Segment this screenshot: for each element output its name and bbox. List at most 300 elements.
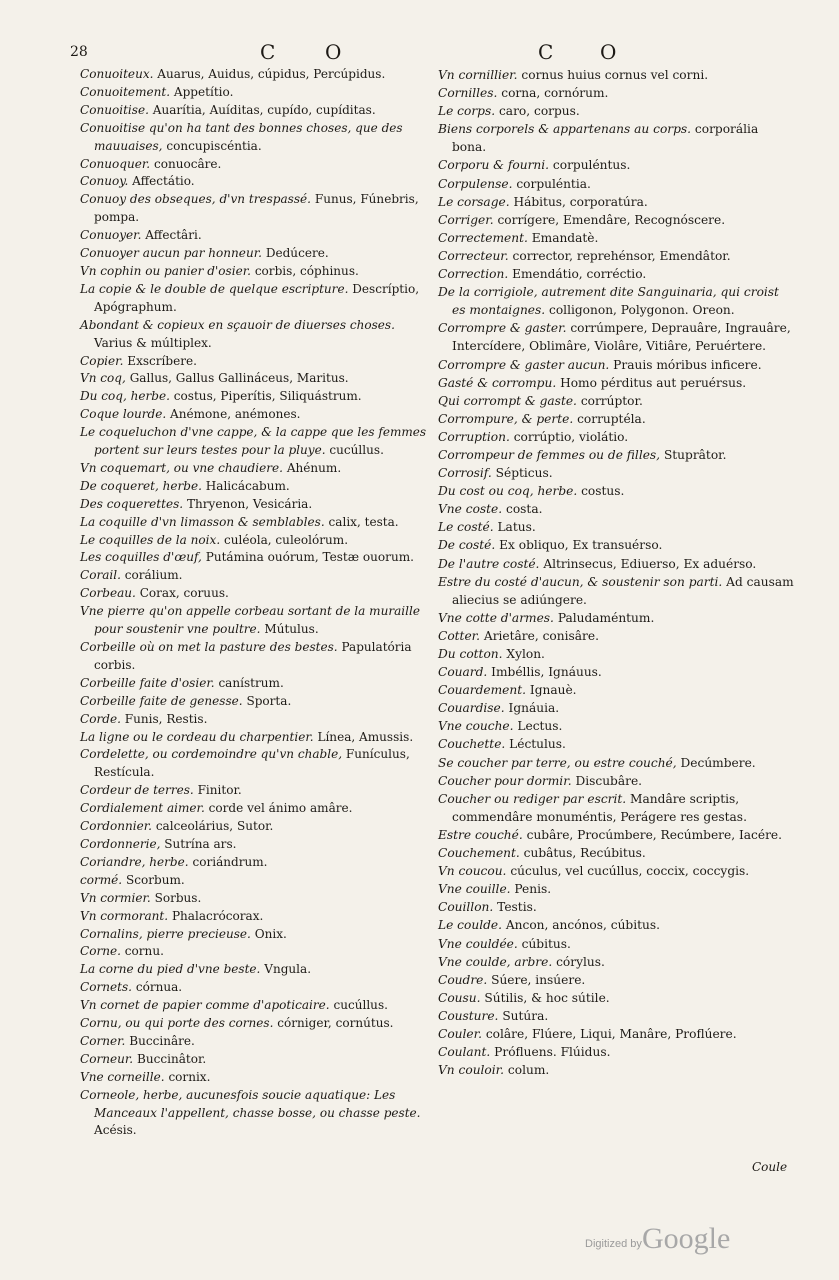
entry-headword: Corrompeur de femmes ou de filles, bbox=[438, 447, 661, 462]
dictionary-entry bbox=[438, 989, 796, 1007]
dictionary-entry bbox=[80, 908, 432, 926]
dictionary-entry bbox=[80, 997, 432, 1015]
dictionary-entry bbox=[80, 84, 432, 102]
entry-latin-text: Mútulus. bbox=[264, 622, 319, 637]
dictionary-entry bbox=[80, 478, 432, 496]
dictionary-entry bbox=[80, 729, 432, 747]
entry-latin-text: Lectus. bbox=[517, 719, 563, 734]
dictionary-entry bbox=[438, 573, 796, 609]
entry-headword: Vne coste. bbox=[438, 502, 503, 517]
dictionary-entry bbox=[438, 898, 796, 916]
entry-headword: Des coquerettes. bbox=[80, 496, 184, 511]
entry-latin-text: Corax, coruus. bbox=[139, 586, 229, 601]
dictionary-entry bbox=[438, 555, 796, 573]
entry-headword: Cornu, ou qui porte des cornes. bbox=[80, 1016, 274, 1031]
entry-headword: Coucher ou rediger par escrit. bbox=[438, 791, 627, 806]
dictionary-entry bbox=[80, 854, 432, 872]
entry-headword: Cordelette, ou cordemoindre qu'vn chable, bbox=[80, 747, 343, 762]
watermark-logo-text: Google bbox=[642, 1222, 731, 1255]
entry-headword: Couchement. bbox=[438, 846, 520, 861]
entry-latin-text: corporália bona. bbox=[452, 122, 759, 155]
dictionary-entry bbox=[80, 800, 432, 818]
entry-latin-text: corruptéla. bbox=[577, 411, 646, 426]
entry-latin-text: Auarus, Auidus, cúpidus, Percúpidus. bbox=[157, 67, 386, 81]
entry-headword: Conuoiteux. bbox=[80, 67, 154, 81]
dictionary-entry bbox=[80, 460, 432, 478]
entry-latin-text: cúculus, vel cucúllus, coccix, coccygis. bbox=[510, 864, 750, 879]
entry-headword: Du cotton. bbox=[438, 647, 503, 661]
entry-latin-text: Funículus, Restícula. bbox=[94, 747, 410, 780]
entry-latin-text: concupiscéntia. bbox=[166, 138, 262, 153]
entry-headword: Conuoquer. bbox=[80, 156, 151, 171]
entry-headword: La ligne ou le cordeau du charpentier. bbox=[80, 729, 314, 744]
dictionary-entry bbox=[438, 193, 796, 211]
entry-headword: Le corps. bbox=[438, 104, 496, 119]
dictionary-entry bbox=[438, 211, 796, 229]
entry-headword: Conuoitise qu'on ha tant des bonnes choses, que des mauuaises, bbox=[80, 120, 403, 153]
entry-latin-text: cubâre, Procúmbere, Recúmbere, Iacére. bbox=[526, 827, 783, 842]
entry-headword: Vne couldée. bbox=[438, 936, 518, 951]
dictionary-entry bbox=[438, 482, 796, 500]
dictionary-entry bbox=[80, 926, 432, 944]
dictionary-entry bbox=[438, 84, 796, 102]
running-head-right-1: C bbox=[538, 40, 555, 64]
entry-headword: Vne corneille. bbox=[80, 1069, 165, 1084]
entry-headword: Coulant. bbox=[438, 1045, 491, 1060]
entry-headword: Estre du costé d'aucun, & soustenir son parti. bbox=[438, 574, 723, 589]
entry-latin-text: córnua. bbox=[135, 980, 183, 995]
entry-headword: Corbeille où on met la pasture des bestes. bbox=[80, 640, 338, 654]
entry-latin-text: Súere, insúere. bbox=[491, 972, 586, 987]
entry-headword: Corne. bbox=[80, 944, 121, 959]
dictionary-entry bbox=[80, 549, 432, 567]
entry-latin-text: Dedúcere. bbox=[265, 246, 329, 261]
dictionary-entry bbox=[438, 790, 796, 826]
dictionary-entry bbox=[438, 500, 796, 518]
entry-headword: Corneole, herbe, aucunesfois soucie aquatique: Les Manceaux l'appellent, chasse bosse, ou chasse peste. bbox=[80, 1087, 421, 1120]
entry-headword: Cordonnerie, bbox=[80, 836, 161, 851]
dictionary-entry bbox=[80, 353, 432, 371]
google-watermark bbox=[585, 1222, 765, 1258]
entry-headword: Le costé. bbox=[438, 520, 494, 535]
entry-headword: La coquille d'vn limasson & semblables. bbox=[80, 514, 325, 529]
dictionary-entry bbox=[80, 1015, 432, 1033]
entry-latin-text: costus. bbox=[581, 484, 625, 499]
entry-headword: Corrompure, & perte. bbox=[438, 411, 574, 426]
entry-headword: Cornets. bbox=[80, 980, 132, 995]
dictionary-entry bbox=[80, 943, 432, 961]
dictionary-entry bbox=[438, 518, 796, 536]
dictionary-entry bbox=[80, 836, 432, 854]
entry-headword: Vn coucou. bbox=[438, 864, 507, 879]
entry-latin-text: Línea, Amussis. bbox=[317, 729, 414, 744]
entry-headword: Corbeille faite d'osier. bbox=[80, 675, 215, 690]
entry-headword: Gasté & corrompu. bbox=[438, 375, 557, 390]
entry-latin-text: Ad causam aliecius se adiúngere. bbox=[452, 574, 794, 607]
dictionary-entry bbox=[438, 410, 796, 428]
entry-latin-text: corrúmpere, Deprauâre, Ingrauâre, Intercídere, Oblimâre, Violâre, Vitiâre, Peruértere. bbox=[452, 321, 791, 354]
entry-latin-text: cubâtus, Recúbitus. bbox=[523, 846, 646, 861]
entry-latin-text: Testis. bbox=[497, 900, 537, 915]
entry-latin-text: corrector, reprehénsor, Emendâtor. bbox=[512, 248, 731, 263]
entry-headword: Corruption. bbox=[438, 429, 510, 444]
dictionary-entry bbox=[80, 585, 432, 603]
dictionary-entry bbox=[438, 175, 796, 193]
entry-headword: Le corsage. bbox=[438, 194, 510, 209]
dictionary-entry bbox=[80, 979, 432, 997]
entry-headword: De coqueret, herbe. bbox=[80, 478, 202, 493]
entry-headword: Copier. bbox=[80, 353, 124, 368]
entry-headword: Vne couche. bbox=[438, 719, 514, 734]
entry-headword: Du cost ou coq, herbe. bbox=[438, 484, 578, 499]
entry-latin-text: Papulatória corbis. bbox=[94, 640, 412, 672]
dictionary-entry bbox=[80, 711, 432, 729]
entry-headword: Cousu. bbox=[438, 990, 481, 1005]
dictionary-entry bbox=[80, 1069, 432, 1087]
entry-headword: Corrompre & gaster. bbox=[438, 321, 567, 336]
entry-headword: Le coulde. bbox=[438, 918, 502, 933]
entry-headword: Conuoy des obseques, d'vn trespassé. bbox=[80, 192, 311, 207]
entry-latin-text: Stuprâtor. bbox=[663, 447, 727, 462]
entry-headword: Couchette. bbox=[438, 737, 506, 752]
dictionary-entry bbox=[438, 66, 796, 84]
entry-latin-text: corde vel ánimo amâre. bbox=[208, 801, 353, 816]
dictionary-entry bbox=[80, 263, 432, 281]
entry-latin-text: Appetítio. bbox=[173, 84, 234, 99]
entry-latin-text: coriándrum. bbox=[192, 854, 268, 869]
dictionary-entry bbox=[438, 826, 796, 844]
dictionary-entry bbox=[438, 862, 796, 880]
entry-latin-text: Ahénum. bbox=[286, 460, 342, 475]
dictionary-entry bbox=[80, 317, 432, 353]
entry-headword: Conuoyer. bbox=[80, 228, 142, 243]
dictionary-entry bbox=[438, 717, 796, 735]
dictionary-entry bbox=[438, 1025, 796, 1043]
entry-latin-text: calix, testa. bbox=[328, 514, 399, 529]
dictionary-entry bbox=[438, 319, 796, 355]
dictionary-entry bbox=[438, 265, 796, 283]
entry-latin-text: corrígere, Emendâre, Recognóscere. bbox=[497, 212, 726, 227]
dictionary-entry bbox=[438, 464, 796, 482]
dictionary-entry bbox=[80, 66, 432, 84]
entry-latin-text: Thryenon, Vesicária. bbox=[186, 496, 313, 511]
dictionary-entry bbox=[80, 961, 432, 979]
dictionary-entry bbox=[438, 356, 796, 374]
entry-latin-text: cornus huius cornus vel corni. bbox=[521, 68, 709, 82]
running-head-left-1: C bbox=[260, 40, 277, 64]
entry-headword: La copie & le double de quelque escripture. bbox=[80, 281, 349, 296]
entry-headword: Corde. bbox=[80, 711, 121, 726]
entry-latin-text: cucúllus. bbox=[329, 443, 384, 458]
entry-headword: Cousture. bbox=[438, 1008, 499, 1023]
entry-latin-text: Exscríbere. bbox=[127, 353, 197, 368]
entry-latin-text: cúbitus. bbox=[521, 936, 571, 951]
dictionary-entry bbox=[438, 283, 796, 319]
entry-headword: Coque lourde. bbox=[80, 407, 167, 422]
entry-latin-text: corpuléntia. bbox=[516, 176, 591, 191]
entry-headword: Cornilles. bbox=[438, 86, 498, 101]
entry-headword: Coucher pour dormir. bbox=[438, 773, 572, 788]
dictionary-entry bbox=[438, 1061, 796, 1079]
dictionary-entry bbox=[80, 245, 432, 263]
dictionary-entry bbox=[438, 374, 796, 392]
entry-latin-text: Sútilis, & hoc sútile. bbox=[484, 990, 610, 1005]
dictionary-entry bbox=[438, 844, 796, 862]
entry-latin-text: córylus. bbox=[556, 954, 605, 969]
entry-latin-text: Sépticus. bbox=[495, 466, 553, 481]
entry-latin-text: canístrum. bbox=[218, 675, 284, 690]
dictionary-entry bbox=[438, 247, 796, 265]
dictionary-entry bbox=[438, 735, 796, 753]
dictionary-entry bbox=[438, 645, 796, 663]
entry-headword: Le coqueluchon d'vne cappe, & la cappe que les femmes portent sur leurs testes pour la pluye. bbox=[80, 425, 427, 458]
entry-latin-text: Funis, Restis. bbox=[124, 711, 208, 726]
entry-latin-text: corpuléntus. bbox=[552, 158, 631, 173]
entry-headword: Cordonnier. bbox=[80, 819, 152, 834]
dictionary-entry bbox=[438, 880, 796, 898]
dictionary-entry bbox=[80, 675, 432, 693]
entry-headword: Vne coulde, arbre. bbox=[438, 954, 553, 969]
entry-headword: Biens corporels & appartenans au corps. bbox=[438, 122, 692, 137]
entry-headword: Vn cormorant. bbox=[80, 908, 169, 923]
entry-latin-text: Affectâri. bbox=[145, 228, 202, 243]
dictionary-entry bbox=[438, 609, 796, 627]
dictionary-entry bbox=[438, 699, 796, 717]
entry-headword: Coudre. bbox=[438, 972, 488, 987]
entry-headword: Vne couille. bbox=[438, 882, 511, 897]
dictionary-entry bbox=[80, 496, 432, 514]
catchword: Coule bbox=[752, 1160, 788, 1174]
dictionary-entry bbox=[438, 754, 796, 772]
entry-latin-text: Auarítia, Auíditas, cupído, cupíditas. bbox=[152, 102, 376, 117]
entry-headword: cormé. bbox=[80, 872, 123, 887]
entry-latin-text: Ignáuia. bbox=[508, 701, 560, 716]
entry-headword: Du coq, herbe. bbox=[80, 389, 170, 404]
entry-latin-text: Anémone, anémones. bbox=[170, 407, 301, 422]
left-column bbox=[80, 66, 432, 1140]
entry-headword: Estre couché. bbox=[438, 827, 523, 842]
entry-latin-text: cornu. bbox=[124, 944, 164, 959]
entry-headword: Le coquilles de la noix. bbox=[80, 532, 221, 547]
entry-latin-text: colligonon, Polygonon. Oreon. bbox=[549, 303, 735, 318]
dictionary-entry bbox=[438, 953, 796, 971]
dictionary-entry bbox=[80, 191, 432, 227]
entry-latin-text: Latus. bbox=[497, 520, 536, 535]
entry-latin-text: Putámina ouórum, Testæ ouorum. bbox=[205, 550, 414, 565]
dictionary-entry bbox=[438, 772, 796, 790]
entry-latin-text: Buccinâtor. bbox=[136, 1051, 207, 1066]
dictionary-entry bbox=[438, 229, 796, 247]
entry-latin-text: Discubâre. bbox=[575, 773, 643, 788]
dictionary-entry bbox=[438, 916, 796, 934]
dictionary-entry bbox=[80, 156, 432, 174]
entry-latin-text: Finitor. bbox=[197, 783, 242, 798]
entry-latin-text: costus, Piperítis, Siliquástrum. bbox=[173, 389, 362, 404]
entry-latin-text: Decúmbere. bbox=[680, 755, 756, 770]
entry-headword: Se coucher par terre, ou estre couché, bbox=[438, 755, 677, 770]
entry-latin-text: corrúptor. bbox=[580, 393, 643, 408]
entry-latin-text: Buccinâre. bbox=[129, 1033, 195, 1048]
entry-latin-text: Prauis móribus inficere. bbox=[613, 357, 762, 372]
entry-latin-text: conuocâre. bbox=[153, 156, 222, 171]
entry-headword: Corbeau. bbox=[80, 586, 136, 601]
entry-latin-text: costa. bbox=[506, 502, 543, 517]
entry-latin-text: Paludaméntum. bbox=[557, 610, 655, 625]
dictionary-entry bbox=[438, 1043, 796, 1061]
dictionary-entry bbox=[80, 818, 432, 836]
entry-latin-text: Prófluens. Flúidus. bbox=[494, 1045, 611, 1060]
dictionary-entry bbox=[80, 1087, 432, 1141]
entry-latin-text: Vngula. bbox=[264, 962, 312, 977]
dictionary-entry bbox=[80, 532, 432, 550]
dictionary-entry bbox=[80, 603, 432, 639]
entry-headword: Les coquilles d'œuf, bbox=[80, 550, 202, 565]
dictionary-entry bbox=[438, 971, 796, 989]
entry-latin-text: Funus, Fúnebris, pompa. bbox=[94, 192, 419, 225]
entry-headword: Couard. bbox=[438, 665, 488, 680]
entry-headword: Conuoy. bbox=[80, 174, 129, 189]
entry-headword: Coriandre, herbe. bbox=[80, 854, 189, 869]
entry-latin-text: caro, corpus. bbox=[498, 104, 580, 119]
dictionary-entry bbox=[438, 428, 796, 446]
entry-headword: Cotter. bbox=[438, 628, 481, 643]
dictionary-entry bbox=[80, 1051, 432, 1069]
dictionary-entry bbox=[438, 536, 796, 554]
dictionary-entry bbox=[80, 370, 432, 388]
entry-latin-text: Xylon. bbox=[506, 647, 545, 661]
dictionary-entry bbox=[80, 746, 432, 782]
entry-latin-text: Ignauè. bbox=[529, 683, 577, 698]
dictionary-entry bbox=[80, 567, 432, 585]
dictionary-entry bbox=[438, 935, 796, 953]
dictionary-entry bbox=[438, 1007, 796, 1025]
entry-headword: Correction. bbox=[438, 267, 509, 282]
entry-headword: Vn cophin ou panier d'osier. bbox=[80, 263, 251, 278]
entry-latin-text: Halicácabum. bbox=[205, 478, 290, 493]
entry-headword: Corbeille faite de genesse. bbox=[80, 693, 243, 708]
dictionary-entry bbox=[80, 782, 432, 800]
entry-headword: Vn couloir. bbox=[438, 1063, 505, 1078]
entry-latin-text: Sporta. bbox=[246, 693, 292, 708]
entry-latin-text: colâre, Flúere, Liqui, Manâre, Proflúere. bbox=[485, 1026, 737, 1041]
dictionary-entry bbox=[438, 681, 796, 699]
entry-latin-text: Mandâre scriptis, commendâre monuméntis, Perágere res gestas. bbox=[452, 791, 747, 824]
dictionary-entry bbox=[80, 1033, 432, 1051]
dictionary-entry bbox=[80, 693, 432, 711]
entry-headword: La corne du pied d'vne beste. bbox=[80, 962, 261, 977]
page-number: 28 bbox=[70, 44, 88, 60]
dictionary-entry bbox=[80, 281, 432, 317]
entry-headword: Vn cornillier. bbox=[438, 68, 518, 82]
entry-latin-text: Imbéllis, Ignáuus. bbox=[491, 665, 602, 680]
dictionary-entry bbox=[438, 663, 796, 681]
entry-headword: Corner. bbox=[80, 1033, 126, 1048]
dictionary-entry bbox=[80, 120, 432, 156]
dictionary-entry bbox=[438, 627, 796, 645]
dictionary-entry bbox=[80, 227, 432, 245]
entry-headword: Correctement. bbox=[438, 230, 528, 245]
page-header bbox=[70, 40, 790, 68]
entry-latin-text: Acésis. bbox=[94, 1123, 137, 1138]
entry-latin-text: Onix. bbox=[254, 926, 287, 941]
entry-latin-text: Gallus, Gallus Gallináceus, Maritus. bbox=[129, 371, 349, 386]
dictionary-entry bbox=[80, 388, 432, 406]
entry-latin-text: Varius & múltiplex. bbox=[94, 335, 212, 350]
entry-latin-text: Ancon, ancónos, cúbitus. bbox=[505, 918, 660, 933]
dictionary-entry bbox=[438, 446, 796, 464]
entry-latin-text: Sutrína ars. bbox=[164, 836, 237, 851]
entry-headword: Vn coquemart, ou vne chaudiere. bbox=[80, 460, 283, 475]
entry-latin-text: cornix. bbox=[168, 1069, 211, 1084]
dictionary-entry bbox=[438, 120, 796, 156]
dictionary-entry bbox=[438, 392, 796, 410]
entry-latin-text: Sorbus. bbox=[154, 890, 202, 905]
entry-latin-text: corbis, cóphinus. bbox=[254, 263, 359, 278]
entry-latin-text: Sutúra. bbox=[502, 1008, 549, 1023]
entry-headword: Vne pierre qu'on appelle corbeau sortant de la muraille pour soustenir vne poultre. bbox=[80, 604, 420, 637]
running-head-right-2: O bbox=[600, 40, 618, 64]
entry-headword: Vn coq, bbox=[80, 371, 126, 386]
entry-headword: Correcteur. bbox=[438, 248, 509, 263]
dictionary-entry bbox=[80, 406, 432, 424]
entry-headword: Corrompre & gaster aucun. bbox=[438, 357, 610, 372]
entry-headword: De la corrigiole, autrement dite Sanguinaria, qui croist es montaignes. bbox=[438, 285, 779, 318]
entry-latin-text: cucúllus. bbox=[333, 998, 388, 1013]
entry-headword: Corrosif. bbox=[438, 466, 492, 481]
entry-headword: Couillon. bbox=[438, 900, 494, 915]
entry-headword: Couardise. bbox=[438, 701, 505, 716]
entry-latin-text: Hábitus, corporatúra. bbox=[513, 194, 648, 209]
entry-headword: Corail. bbox=[80, 568, 121, 583]
entry-headword: Cornalins, pierre precieuse. bbox=[80, 926, 251, 941]
entry-headword: Couardement. bbox=[438, 683, 527, 698]
entry-latin-text: calceolárius, Sutor. bbox=[155, 819, 274, 834]
dictionary-entry bbox=[80, 424, 432, 460]
dictionary-entry bbox=[80, 173, 432, 191]
right-column bbox=[438, 66, 796, 1079]
dictionary-entry bbox=[80, 872, 432, 890]
dictionary-entry bbox=[80, 639, 432, 675]
entry-headword: Vne cotte d'armes. bbox=[438, 610, 554, 625]
dictionary-entry bbox=[80, 102, 432, 120]
entry-headword: De l'autre costé. bbox=[438, 556, 540, 571]
entry-latin-text: colum. bbox=[507, 1063, 550, 1078]
entry-headword: Abondant & copieux en sçauoir de diuerses choses. bbox=[80, 317, 395, 332]
entry-headword: De costé. bbox=[438, 538, 496, 553]
entry-latin-text: Léctulus. bbox=[509, 737, 566, 752]
dictionary-entry bbox=[438, 102, 796, 120]
entry-latin-text: culéola, culeolórum. bbox=[224, 532, 349, 547]
entry-headword: Corriger. bbox=[438, 212, 494, 227]
entry-latin-text: corrúptio, violátio. bbox=[513, 429, 629, 444]
entry-headword: Conuoitement. bbox=[80, 84, 171, 99]
entry-latin-text: corálium. bbox=[124, 568, 183, 583]
entry-headword: Cordeur de terres. bbox=[80, 783, 194, 798]
entry-latin-text: Ex obliquo, Ex transuérso. bbox=[499, 538, 663, 553]
running-head-left-2: O bbox=[325, 40, 343, 64]
entry-latin-text: Descríptio, Apógraphum. bbox=[94, 281, 420, 314]
entry-latin-text: Penis. bbox=[514, 882, 552, 897]
entry-headword: Corporu & fourni. bbox=[438, 158, 550, 173]
entry-latin-text: Arietâre, conisâre. bbox=[483, 628, 599, 643]
entry-headword: Conuoitise. bbox=[80, 102, 149, 117]
entry-headword: Cordialement aimer. bbox=[80, 801, 205, 816]
dictionary-entry bbox=[80, 890, 432, 908]
entry-latin-text: Emandatè. bbox=[531, 230, 599, 245]
entry-headword: Corpulense. bbox=[438, 176, 513, 191]
entry-latin-text: Altrinsecus, Ediuerso, Ex aduérso. bbox=[543, 556, 757, 571]
entry-latin-text: Homo pérditus aut peruérsus. bbox=[560, 375, 747, 390]
